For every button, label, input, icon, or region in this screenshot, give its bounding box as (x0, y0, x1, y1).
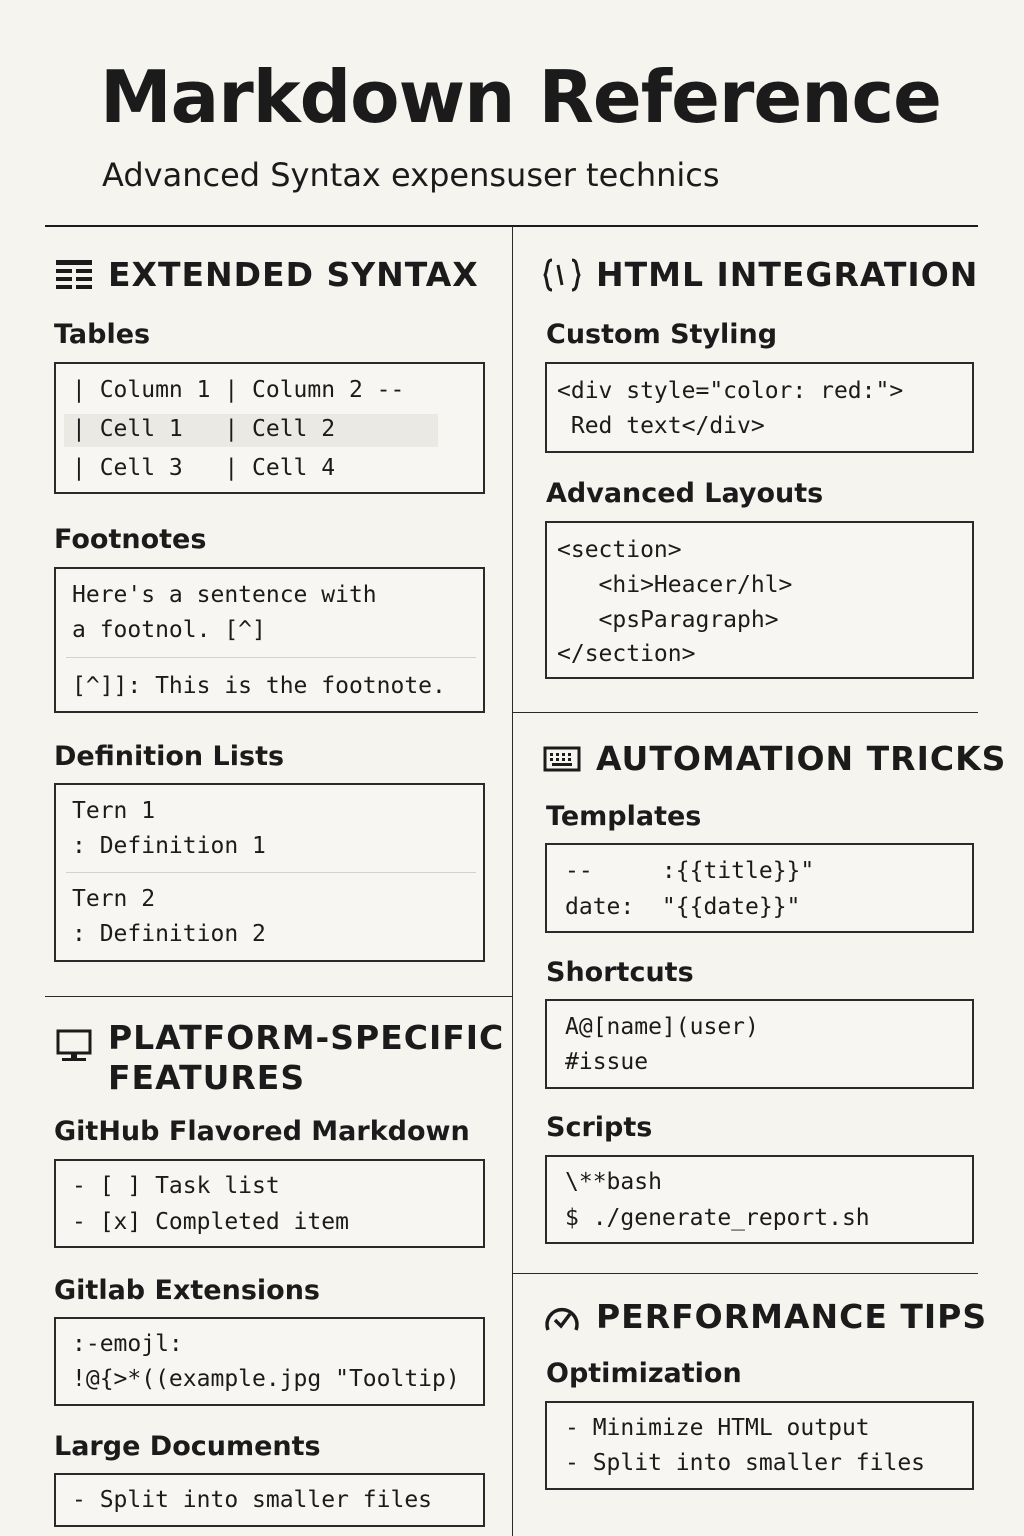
code-line: Here's a sentence with (72, 582, 377, 608)
shortcuts-code-box (545, 999, 974, 1089)
code-line: A@[name](user) (565, 1014, 759, 1040)
column-divider (512, 226, 513, 1536)
code-line: | Column 1 | Column 2 -- (72, 377, 405, 403)
performance-tips-heading (542, 1297, 987, 1337)
large-documents-heading: Large Documents (54, 1431, 321, 1462)
extended-syntax-heading (54, 255, 479, 295)
templates-code-box (545, 843, 974, 933)
optimization-code-box (545, 1401, 974, 1490)
code-line: Tern 2 (72, 886, 156, 912)
gitlab-heading: Gitlab Extensions (54, 1275, 320, 1306)
footnotes-code-box (54, 567, 485, 713)
code-line: | Cell 3 | Cell 4 (72, 455, 336, 481)
platform-features-title-wrap (108, 1018, 504, 1098)
gitlab-code-box (54, 1317, 485, 1406)
box-separator (66, 657, 476, 658)
templates-heading: Templates (546, 801, 702, 832)
code-line: !@{>*((example.jpg "Tooltip) (72, 1366, 460, 1392)
keyboard-icon (542, 739, 582, 779)
code-line: <section> (557, 537, 682, 563)
monitor-icon (54, 1026, 94, 1066)
code-line: - Minimize HTML output (565, 1415, 870, 1441)
code-line: :-emojl: (72, 1331, 183, 1357)
braces-icon (542, 255, 582, 295)
code-line: a footnol. [^] (72, 617, 266, 643)
code-line: - Split into smaller files (72, 1487, 433, 1513)
github-code-box (54, 1159, 485, 1248)
automation-tricks-title: AUTOMATION TRICKS (596, 739, 1007, 778)
platform-features-title-line2: FEATURES (108, 1058, 306, 1097)
code-line: </section> (557, 641, 696, 667)
code-line: - Split into smaller files (565, 1450, 926, 1476)
right-section-divider-2 (512, 1273, 978, 1274)
html-integration-title: HTML INTEGRATION (596, 255, 979, 294)
code-line: <hi>Heacer/hl> (557, 572, 793, 598)
platform-features-heading (54, 1018, 504, 1098)
code-line: $ ./generate_report.sh (565, 1205, 870, 1231)
table-icon (54, 255, 94, 295)
advanced-layouts-code-box (545, 521, 974, 679)
code-line: : Definition 2 (72, 921, 266, 947)
footnotes-heading: Footnotes (54, 524, 207, 555)
code-line: <div style="color: red:"> (557, 378, 904, 404)
code-line: \**bash (565, 1169, 662, 1195)
code-line: #issue (565, 1049, 649, 1075)
code-line: Red text</div> (557, 413, 765, 439)
right-section-divider-1 (512, 712, 978, 713)
code-line: [^]]: This is the footnote. (72, 673, 446, 699)
shortcuts-heading: Shortcuts (546, 957, 694, 988)
platform-features-title-line1: PLATFORM-SPECIFIC (108, 1018, 505, 1057)
code-line: -- :{{title}}" (565, 858, 815, 884)
definition-lists-heading: Definition Lists (54, 741, 285, 772)
scripts-heading: Scripts (546, 1112, 653, 1143)
tables-heading: Tables (54, 319, 151, 350)
definition-lists-code-box (54, 783, 485, 962)
large-documents-code-box (54, 1473, 485, 1527)
html-integration-heading (542, 255, 978, 295)
custom-styling-code-box (545, 362, 974, 453)
code-line: | Cell 1 | Cell 2 (72, 416, 336, 442)
automation-tricks-heading (542, 739, 1006, 779)
performance-tips-title: PERFORMANCE TIPS (596, 1297, 988, 1336)
code-line: - [ ] Task list (72, 1173, 280, 1199)
extended-syntax-title: EXTENDED SYNTAX (108, 255, 479, 294)
box-separator (66, 872, 476, 873)
page-title: Markdown Reference (100, 55, 942, 139)
optimization-heading: Optimization (546, 1358, 742, 1389)
code-line: : Definition 1 (72, 833, 266, 859)
code-line: - [x] Completed item (72, 1209, 349, 1235)
code-line: <psParagraph> (557, 607, 779, 633)
github-heading: GitHub Flavored Markdown (54, 1116, 470, 1147)
scripts-code-box (545, 1155, 974, 1244)
gauge-icon (542, 1297, 582, 1337)
left-section-divider (45, 996, 512, 997)
custom-styling-heading: Custom Styling (546, 319, 778, 350)
advanced-layouts-heading: Advanced Layouts (546, 478, 824, 509)
code-line: date: "{{date}}" (565, 894, 801, 920)
tables-code-box (54, 362, 485, 494)
page-subtitle: Advanced Syntax expensuser technics (102, 156, 720, 194)
code-line: Tern 1 (72, 798, 156, 824)
